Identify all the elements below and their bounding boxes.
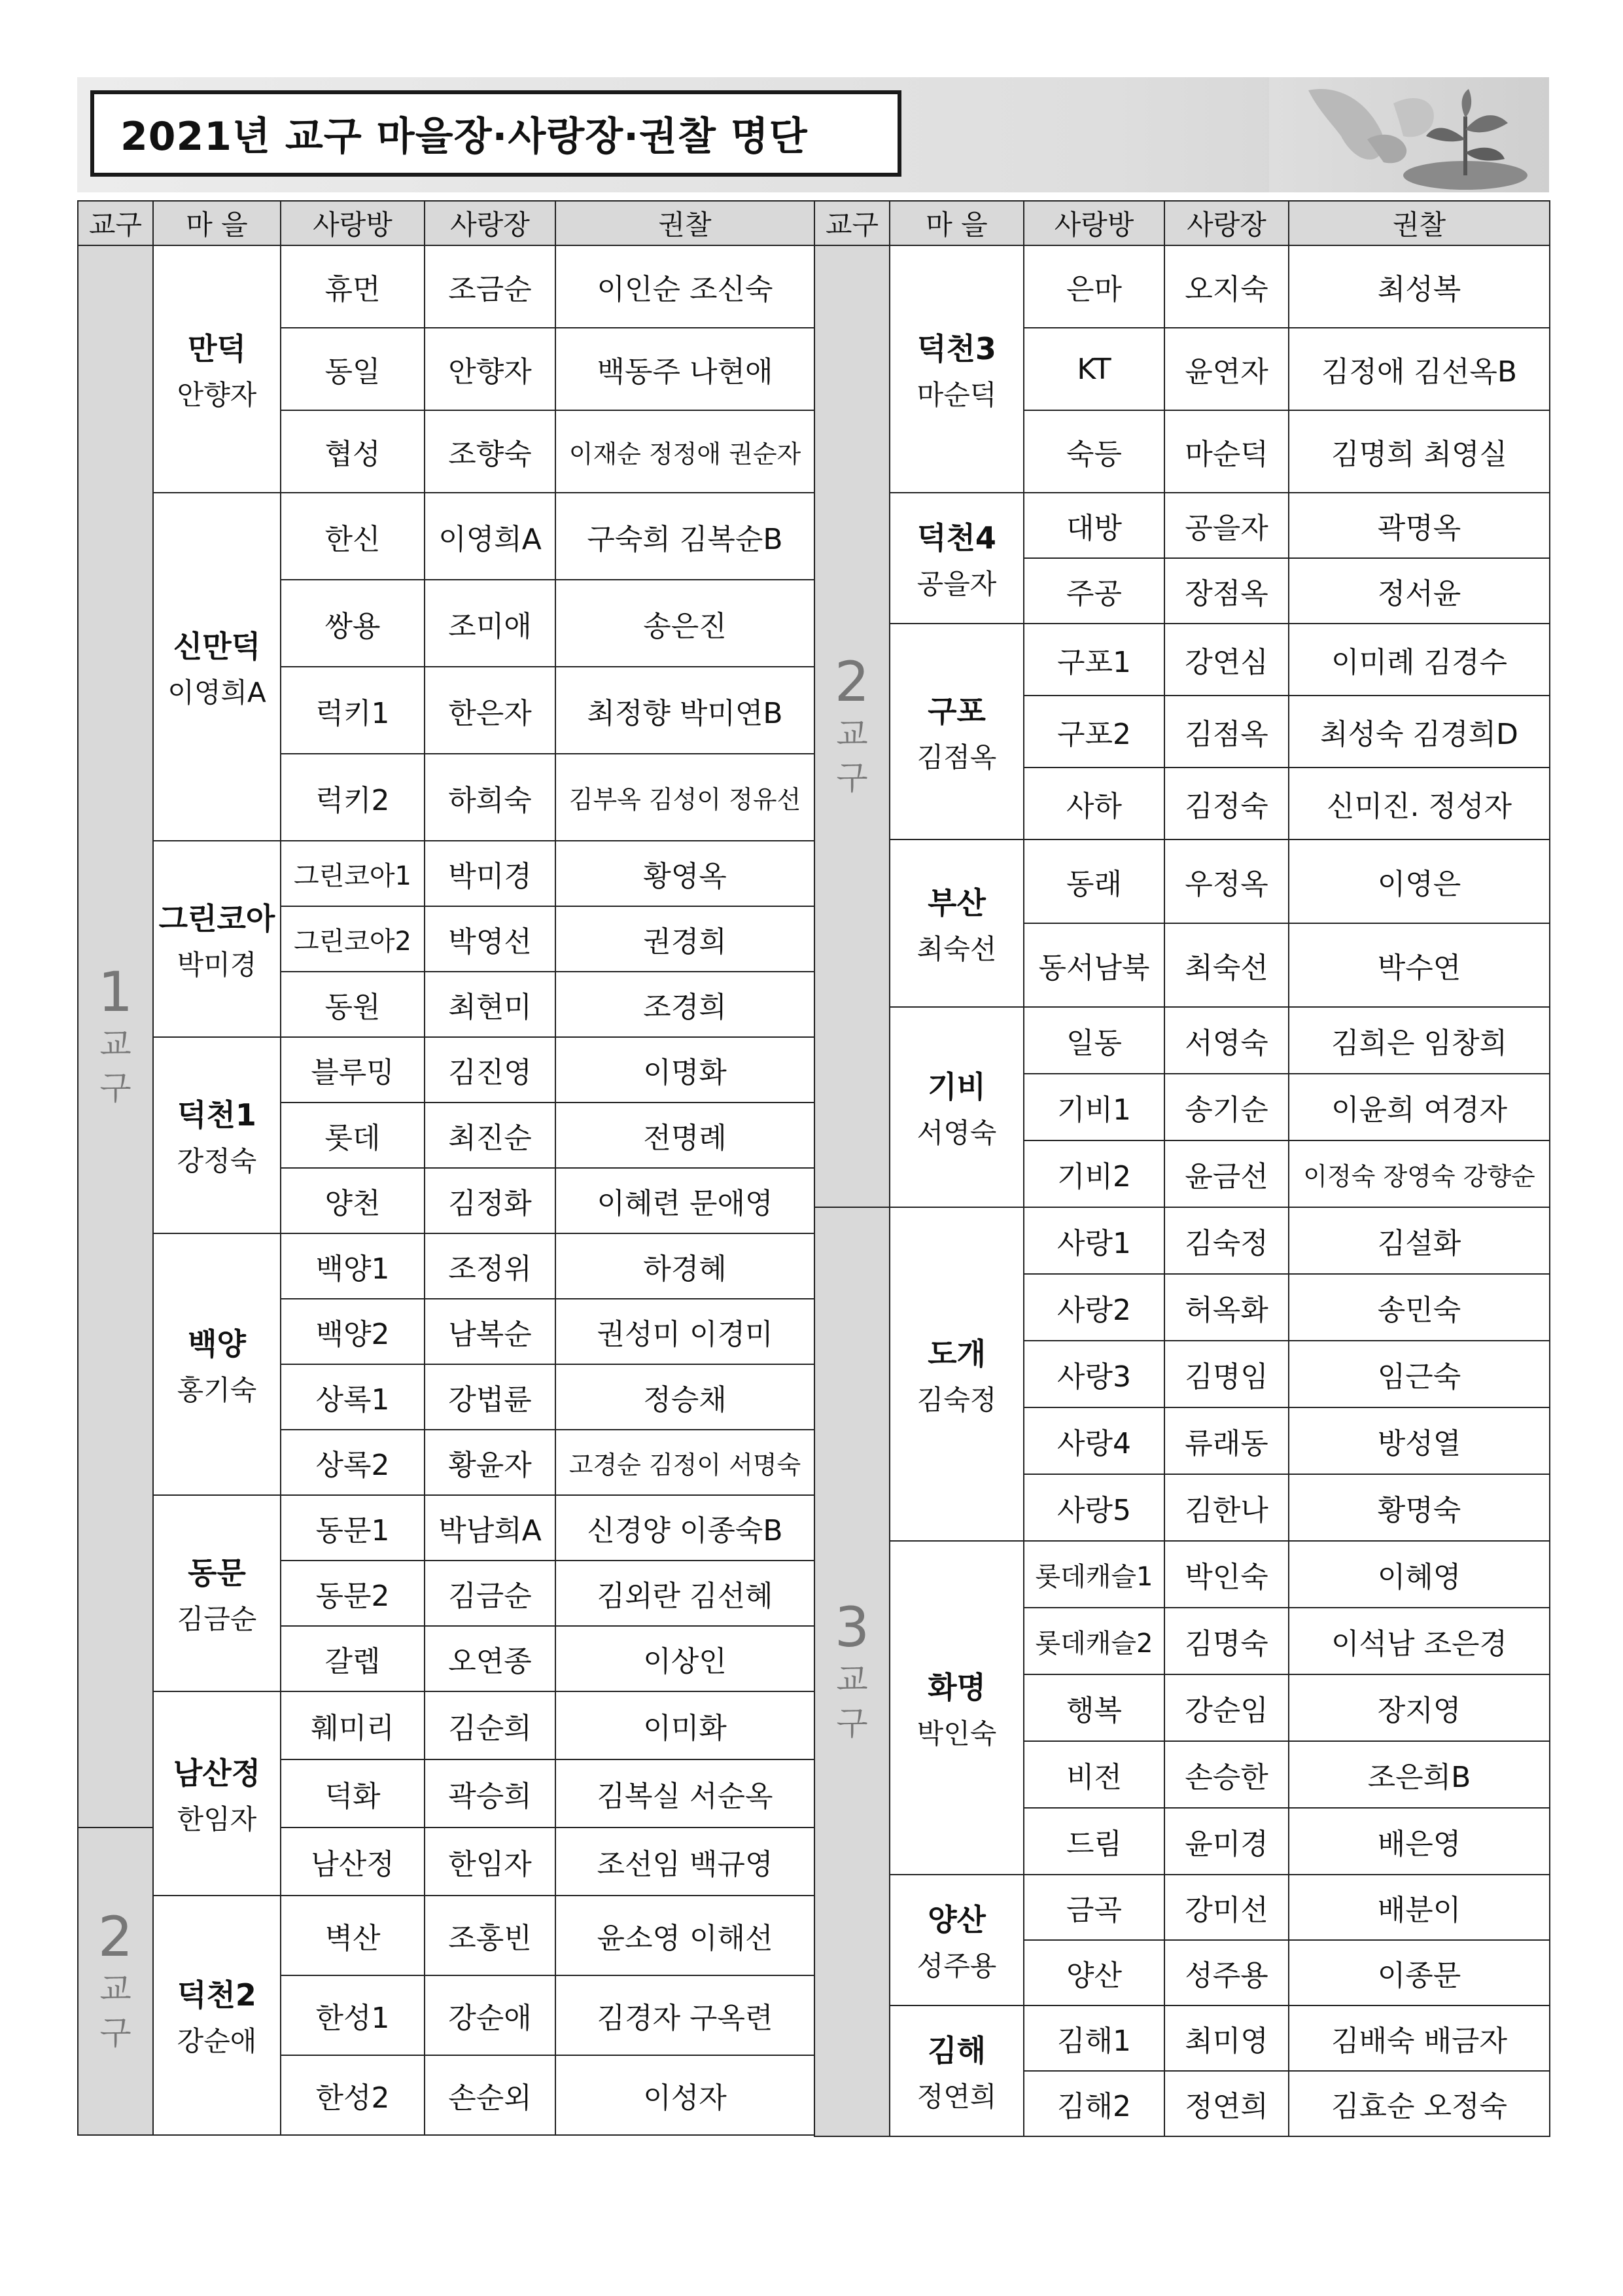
room-cell: 동서남북 [1024,923,1164,1007]
room-cell: 그린코아1 [281,841,425,906]
village-cell [890,839,1024,1007]
room-leader-cell: 강연심 [1164,624,1289,696]
kwonchal-cell: 조은희B [1289,1741,1550,1808]
kwonchal-cell: 방성열 [1289,1407,1550,1474]
village-name: 기비 [928,1069,986,1104]
village-name: 도개 [928,1336,986,1371]
room-leader-cell: 김정화 [425,1168,555,1233]
village-leader: 김점옥 [916,741,997,773]
village-cell [890,245,1024,493]
kwonchal-cell: 정승채 [555,1364,814,1430]
kwonchal-cell: 이정숙 장영숙 강향순 [1289,1140,1550,1207]
room-leader-cell: 김명숙 [1164,1608,1289,1674]
village-name: 부산 [928,885,986,921]
header-leader: 사랑장 [425,201,555,245]
kwonchal-cell: 조선임 백규영 [555,1828,814,1896]
kwonchal-cell: 김외란 김선혜 [555,1561,814,1626]
kwonchal-cell: 임근숙 [1289,1341,1550,1407]
kwonchal-cell: 이성자 [555,2055,814,2135]
room-cell: 롯데캐슬1 [1024,1541,1164,1608]
table-row [78,1495,814,1561]
gyogu-cell [814,245,890,1207]
village-cell [153,245,281,493]
room-cell: 럭키2 [281,754,425,841]
kwonchal-cell: 이종문 [1289,1940,1550,2005]
kwonchal-cell: 조경희 [555,972,814,1037]
village-cell [153,841,281,1037]
room-cell: 쌍용 [281,580,425,667]
room-leader-cell: 이영희A [425,493,555,580]
kwonchal-cell: 곽명옥 [1289,493,1550,558]
room-leader-cell: 강법륜 [425,1364,555,1430]
room-cell: 동문2 [281,1561,425,1626]
gyogu-char: 구 [99,2014,131,2053]
room-cell: 백양2 [281,1299,425,1364]
header-village: 마 을 [153,201,281,245]
header-gyogu: 교구 [814,201,890,245]
room-leader-cell: 한임자 [425,1828,555,1896]
room-leader-cell: 황윤자 [425,1430,555,1495]
room-cell: 사랑4 [1024,1407,1164,1474]
kwonchal-cell: 최성숙 김경희D [1289,696,1550,768]
room-cell: 사하 [1024,768,1164,839]
village-cell [890,1541,1024,1875]
village-cell [890,1007,1024,1207]
room-cell: 상록1 [281,1364,425,1430]
kwonchal-cell: 윤소영 이해선 [555,1896,814,1975]
gyogu-char: 구 [836,1704,868,1743]
kwonchal-cell: 이인순 조신숙 [555,245,814,328]
room-cell: KT [1024,328,1164,410]
room-cell: 협성 [281,410,425,493]
plant-hand-illustration [1269,77,1549,192]
gyogu-number: 2 [834,650,870,715]
kwonchal-cell: 황영옥 [555,841,814,906]
room-leader-cell: 김점옥 [1164,696,1289,768]
table-row [814,1207,1550,1274]
room-cell: 양천 [281,1168,425,1233]
room-cell: 동원 [281,972,425,1037]
title-box [90,90,901,177]
room-cell: 사랑1 [1024,1207,1164,1274]
gyogu-cell [78,1828,153,2135]
room-cell: 대방 [1024,493,1164,558]
room-leader-cell: 손순외 [425,2055,555,2135]
village-name: 남산정 [173,1756,261,1791]
room-cell: 주공 [1024,558,1164,624]
room-leader-cell: 김숙정 [1164,1207,1289,1274]
room-cell: 갈렙 [281,1626,425,1691]
kwonchal-cell: 김정애 김선옥B [1289,328,1550,410]
room-leader-cell: 서영숙 [1164,1007,1289,1074]
room-leader-cell: 김금순 [425,1561,555,1626]
village-leader: 홍기숙 [177,1374,257,1406]
room-cell: 기비1 [1024,1074,1164,1140]
village-name: 덕천1 [177,1097,256,1133]
table-row [78,493,814,580]
room-cell: 구포1 [1024,624,1164,696]
village-leader: 최숙선 [916,933,997,965]
room-leader-cell: 마순덕 [1164,410,1289,493]
table-row [814,245,1550,328]
table-row [814,1007,1550,1074]
room-leader-cell: 곽승희 [425,1759,555,1828]
room-cell: 한신 [281,493,425,580]
kwonchal-cell: 신경양 이종숙B [555,1495,814,1561]
room-cell: 롯데 [281,1103,425,1168]
room-leader-cell: 조홍빈 [425,1896,555,1975]
village-cell [890,493,1024,624]
right-table-body [814,245,1550,2136]
gyogu-char: 교 [836,715,868,753]
kwonchal-cell: 최정향 박미연B [555,667,814,754]
table-header-row [814,201,1550,245]
kwonchal-cell: 김설화 [1289,1207,1550,1274]
room-leader-cell: 김정숙 [1164,768,1289,839]
kwonchal-cell: 신미진. 정성자 [1289,768,1550,839]
table-row [814,2005,1550,2071]
room-leader-cell: 윤미경 [1164,1808,1289,1875]
room-leader-cell: 강미선 [1164,1875,1289,1940]
kwonchal-cell: 백동주 나현애 [555,328,814,410]
room-leader-cell: 김진영 [425,1037,555,1103]
gyogu-char: 구 [836,759,868,798]
room-leader-cell: 손승한 [1164,1741,1289,1808]
kwonchal-cell: 김경자 구옥련 [555,1975,814,2055]
kwonchal-cell: 김효순 오정숙 [1289,2071,1550,2136]
kwonchal-cell: 김부옥 김성이 정유선 [555,754,814,841]
room-cell: 그린코아2 [281,906,425,972]
table-header-row [78,201,814,245]
village-leader: 서영숙 [916,1117,997,1149]
kwonchal-cell: 김희은 임창희 [1289,1007,1550,1074]
kwonchal-cell: 이윤희 여경자 [1289,1074,1550,1140]
header-gyogu: 교구 [78,201,153,245]
room-cell: 일동 [1024,1007,1164,1074]
table-row [814,839,1550,923]
village-leader: 박미경 [177,949,257,981]
room-leader-cell: 안향자 [425,328,555,410]
table-row [78,1037,814,1103]
room-leader-cell: 성주용 [1164,1940,1289,2005]
kwonchal-cell: 전명례 [555,1103,814,1168]
room-cell: 블루밍 [281,1037,425,1103]
table-row [814,493,1550,558]
room-cell: 백양1 [281,1233,425,1299]
room-leader-cell: 허옥화 [1164,1274,1289,1341]
room-cell: 휴먼 [281,245,425,328]
gyogu-cell [78,245,153,1828]
village-leader: 안향자 [177,379,257,411]
room-leader-cell: 김순희 [425,1691,555,1759]
room-leader-cell: 공을자 [1164,493,1289,558]
village-leader: 정연희 [916,2081,997,2113]
table-row [78,1691,814,1759]
room-leader-cell: 조향숙 [425,410,555,493]
kwonchal-cell: 이혜영 [1289,1541,1550,1608]
room-cell: 드림 [1024,1808,1164,1875]
room-cell: 은마 [1024,245,1164,328]
village-leader: 성주용 [916,1950,997,1982]
village-name: 그린코아 [158,901,275,936]
village-name: 김해 [928,2033,986,2068]
village-name: 신만덕 [173,629,261,664]
table-row [78,1896,814,1975]
room-leader-cell: 강순애 [425,1975,555,2055]
kwonchal-cell: 송민숙 [1289,1274,1550,1341]
village-cell [890,1207,1024,1541]
room-cell: 동일 [281,328,425,410]
room-leader-cell: 정연희 [1164,2071,1289,2136]
village-cell [890,624,1024,839]
table-row [78,841,814,906]
room-cell: 사랑2 [1024,1274,1164,1341]
kwonchal-cell: 이영은 [1289,839,1550,923]
header-kwonchal: 권찰 [555,201,814,245]
header-village: 마 을 [890,201,1024,245]
room-cell: 상록2 [281,1430,425,1495]
village-cell [153,1037,281,1233]
room-cell: 사랑5 [1024,1474,1164,1541]
village-name: 만덕 [188,331,246,366]
village-name: 화명 [928,1670,986,1705]
kwonchal-cell: 김배숙 배금자 [1289,2005,1550,2071]
room-leader-cell: 최미영 [1164,2005,1289,2071]
room-cell: 동래 [1024,839,1164,923]
room-leader-cell: 남복순 [425,1299,555,1364]
kwonchal-cell: 박수연 [1289,923,1550,1007]
room-cell: 한성2 [281,2055,425,2135]
kwonchal-cell: 고경순 김정이 서명숙 [555,1430,814,1495]
room-leader-cell: 윤금선 [1164,1140,1289,1207]
village-name: 구포 [928,694,986,729]
village-leader: 김숙정 [916,1384,997,1416]
kwonchal-cell: 권경희 [555,906,814,972]
room-cell: 사랑3 [1024,1341,1164,1407]
village-leader: 이영희A [167,677,266,709]
room-leader-cell: 윤연자 [1164,328,1289,410]
table-row [814,1541,1550,1608]
room-leader-cell: 류래동 [1164,1407,1289,1474]
room-leader-cell: 조금순 [425,245,555,328]
gyogu-char: 교 [836,1660,868,1699]
header-leader: 사랑장 [1164,201,1289,245]
gyogu-number: 2 [97,1905,133,1969]
kwonchal-cell: 이미례 김경수 [1289,624,1550,696]
village-leader: 박인숙 [916,1718,997,1750]
room-leader-cell: 하희숙 [425,754,555,841]
gyogu-number: 3 [834,1595,870,1660]
village-cell [153,1233,281,1495]
room-leader-cell: 오지숙 [1164,245,1289,328]
village-cell [153,1896,281,2135]
village-name: 덕천3 [917,331,996,366]
left-table-body [78,245,814,2135]
village-leader: 마순덕 [916,379,997,411]
room-cell: 기비2 [1024,1140,1164,1207]
village-name: 덕천4 [917,520,996,556]
room-leader-cell: 박남희A [425,1495,555,1561]
room-cell: 금곡 [1024,1875,1164,1940]
table-row [78,245,814,328]
room-cell: 럭키1 [281,667,425,754]
village-cell [153,1495,281,1691]
kwonchal-cell: 하경혜 [555,1233,814,1299]
room-cell: 한성1 [281,1975,425,2055]
room-cell: 덕화 [281,1759,425,1828]
kwonchal-cell: 배은영 [1289,1808,1550,1875]
kwonchal-cell: 배분이 [1289,1875,1550,1940]
village-name: 양산 [928,1902,986,1937]
gyogu-number: 1 [97,960,133,1025]
header-kwonchal: 권찰 [1289,201,1550,245]
room-leader-cell: 강순임 [1164,1674,1289,1741]
room-leader-cell: 조미애 [425,580,555,667]
kwonchal-cell: 이명화 [555,1037,814,1103]
gyogu-char: 교 [99,1969,131,2008]
room-leader-cell: 송기순 [1164,1074,1289,1140]
room-leader-cell: 최숙선 [1164,923,1289,1007]
table-row [814,1875,1550,1940]
kwonchal-cell: 이석남 조은경 [1289,1608,1550,1674]
kwonchal-cell: 김명희 최영실 [1289,410,1550,493]
header-room: 사랑방 [281,201,425,245]
village-leader: 공을자 [916,568,997,600]
kwonchal-cell: 이혜련 문애영 [555,1168,814,1233]
village-leader: 강순애 [177,2025,257,2057]
village-cell [890,2005,1024,2136]
village-name: 덕천2 [177,1977,256,2013]
kwonchal-cell: 최성복 [1289,245,1550,328]
room-cell: 숙등 [1024,410,1164,493]
room-leader-cell: 한은자 [425,667,555,754]
room-cell: 벽산 [281,1896,425,1975]
kwonchal-cell: 이상인 [555,1626,814,1691]
room-leader-cell: 박인숙 [1164,1541,1289,1608]
page-title: 2021년 교구 마을장·사랑장·권찰 명단 [120,114,808,160]
room-leader-cell: 최진순 [425,1103,555,1168]
left-roster-table [77,200,815,2136]
village-leader: 강정숙 [177,1145,257,1177]
room-cell: 구포2 [1024,696,1164,768]
kwonchal-cell: 장지영 [1289,1674,1550,1741]
gyogu-char: 구 [99,1069,131,1108]
room-cell: 롯데캐슬2 [1024,1608,1164,1674]
room-cell: 비전 [1024,1741,1164,1808]
kwonchal-cell: 정서윤 [1289,558,1550,624]
room-leader-cell: 김한나 [1164,1474,1289,1541]
kwonchal-cell: 황명숙 [1289,1474,1550,1541]
village-name: 동문 [188,1555,246,1591]
room-leader-cell: 우정옥 [1164,839,1289,923]
gyogu-char: 교 [99,1025,131,1063]
village-cell [153,493,281,841]
room-cell: 남산정 [281,1828,425,1896]
kwonchal-cell: 구숙희 김복순B [555,493,814,580]
room-cell: 훼미리 [281,1691,425,1759]
room-leader-cell: 박영선 [425,906,555,972]
village-leader: 김금순 [177,1603,257,1635]
room-cell: 동문1 [281,1495,425,1561]
right-roster-table [814,200,1550,2137]
village-cell [153,1691,281,1896]
village-leader: 한임자 [177,1803,257,1835]
village-name: 백양 [188,1326,246,1362]
kwonchal-cell: 이재순 정정애 권순자 [555,410,814,493]
header-room: 사랑방 [1024,201,1164,245]
room-leader-cell: 조정위 [425,1233,555,1299]
kwonchal-cell: 김복실 서순옥 [555,1759,814,1828]
room-leader-cell: 오연종 [425,1626,555,1691]
room-cell: 행복 [1024,1674,1164,1741]
gyogu-cell [814,1207,890,2136]
room-cell: 김해2 [1024,2071,1164,2136]
kwonchal-cell: 권성미 이경미 [555,1299,814,1364]
room-leader-cell: 박미경 [425,841,555,906]
room-leader-cell: 장점옥 [1164,558,1289,624]
room-leader-cell: 김명임 [1164,1341,1289,1407]
kwonchal-cell: 이미화 [555,1691,814,1759]
village-cell [890,1875,1024,2005]
room-cell: 양산 [1024,1940,1164,2005]
room-leader-cell: 최현미 [425,972,555,1037]
table-row [814,624,1550,696]
kwonchal-cell: 송은진 [555,580,814,667]
table-row [78,1233,814,1299]
room-cell: 김해1 [1024,2005,1164,2071]
